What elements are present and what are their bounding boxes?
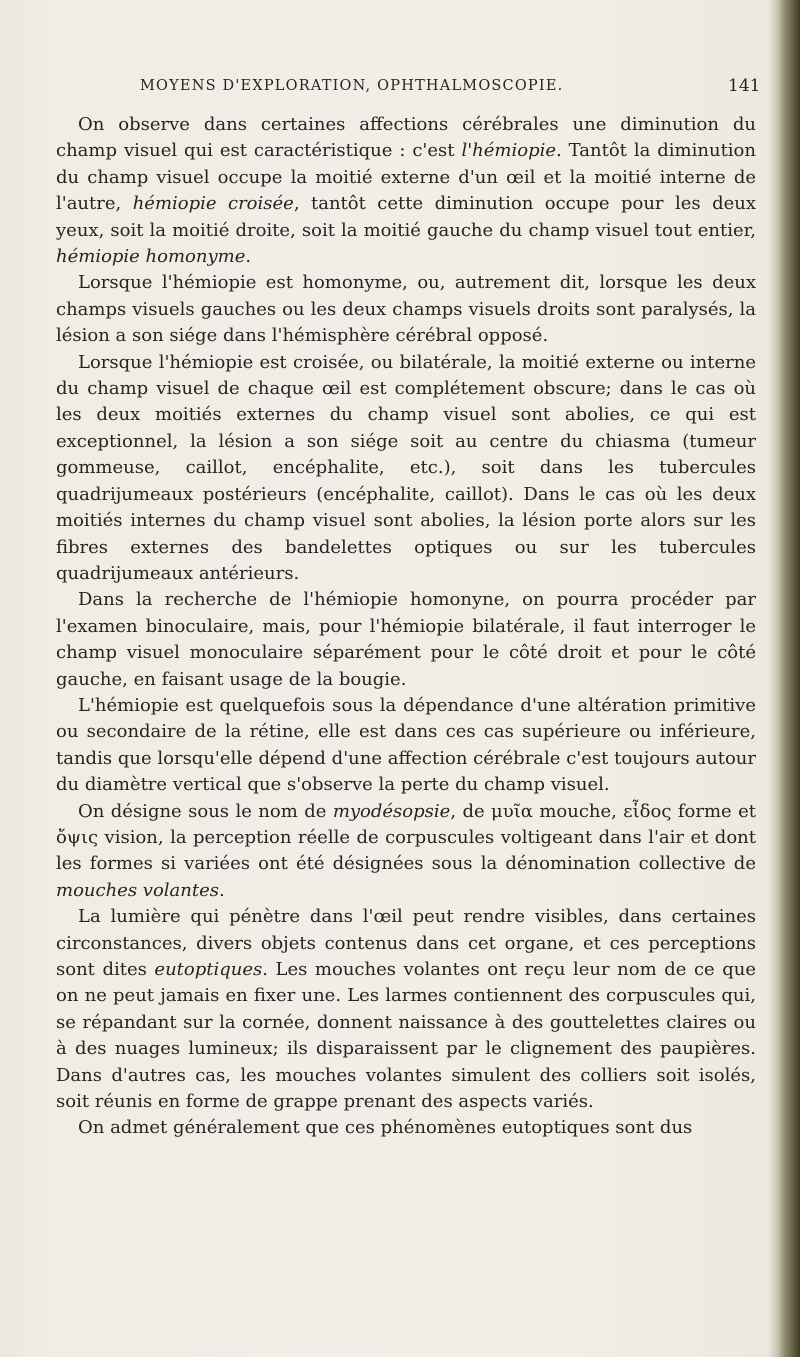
term-eutoptiques: eutoptiques xyxy=(154,959,263,980)
term-myodesopsie: myodésopsie xyxy=(332,800,451,822)
paragraph-conclusion: On admet généralement que ces phénomènes eutoptiques sont dus xyxy=(78,1117,693,1139)
book-binding-edge xyxy=(778,0,800,1357)
body-text xyxy=(56,112,756,1142)
term-hemiopie-homonyme: hémiopie homonyme xyxy=(56,246,246,268)
term-hemiopie-croisee: hémiopie croisée xyxy=(132,193,294,215)
binding-shadow xyxy=(768,0,778,1357)
paragraph-recherche: Dans la recherche de l'hémiopie homonyne, on pourra procéder par l'examen binoculaire, mais, pour l'hémiopie bilatérale, il faut interroger le champ visuel monoculaire séparément pour le côté droit et pour le côté gauche, en faisant usage de la bougie. xyxy=(56,589,756,690)
running-head: MOYENS D'EXPLORATION, OPHTHALMOSCOPIE. xyxy=(140,78,564,94)
paragraph-croisee: Lorsque l'hémiopie est croisée, ou bilatérale, la moitié externe ou interne du champ visuel de chaque œil est complétement obscure; dans le cas où les deux moitiés externes du champ visuel sont abolies, ce qui est exceptionnel, la lésion a son siége soit au centre du chiasma (tumeur gommeuse, caillot, encéphalite, etc.), soit dans les tubercules quadrijumeaux postérieurs (encéphalite, caillot). Dans le cas où les deux moitiés internes du champ visuel sont abolies, la lésion porte alors sur les fibres externes des bandelettes optiques ou sur les tubercules quadrijumeaux antérieurs. xyxy=(56,351,756,584)
paragraph-retine: L'hémiopie est quelquefois sous la dépendance d'une altération primitive ou secondaire de la rétine, elle est dans ces cas supérieure ou inférieure, tandis que lorsqu'elle dépend d'une affection cérébrale c'est toujours autour du diamètre vertical que s'observe la perte du champ visuel. xyxy=(56,694,756,796)
term-hemiopie: l'hémiopie xyxy=(461,140,556,162)
term-mouches-volantes: mouches volantes xyxy=(56,879,219,901)
paragraph-eutoptiques: La lumière qui pénètre dans l'œil peut rendre visibles, dans certaines circonstances, divers objets contenus dans cet organe, et ces perceptions sont dites eutoptiques. Les mouches volantes ont reçu leur nom de ce que on ne peut jamais en fixer une. Les larmes contiennent des corpuscules qui, se répandant sur la cornée, donnent naissance à des gouttelettes claires ou à des nuages lumineux; ils disparaissent par le clignement des paupières. Dans d'autres cas, les mouches volantes simulent des colliers soit isolés, soit réunis en forme de grappe prenant des aspects variés. xyxy=(56,906,756,1113)
paragraph-hemiopie-intro: On observe dans certaines affections cérébrales une diminution du champ visuel qui est caractéristique : c'est l'hémiopie. Tantôt la diminution du champ visuel occupe la moitié externe d'un œil et la moitié interne de l'autre, hémiopie croisée, tantôt cette diminution occupe pour les deux yeux, soit la moitié droite, soit la moitié gauche du champ visuel tout entier, hémiopie homonyme. xyxy=(56,114,756,268)
paragraph-myodesopsie: On désigne sous le nom de myodésopsie, de μυῖα mouche, εἶδος forme et ὄψις vision, la perception réelle de corpuscules voltigeant dans l'air et dont les formes si variées ont été désignées sous la dénomination collective de mouches volantes. xyxy=(56,800,756,901)
paragraph-homonyme: Lorsque l'hémiopie est homonyme, ou, autrement dit, lorsque les deux champs visuels gauches ou les deux champs visuels droits sont paralysés, la lésion a son siége dans l'hémisphère cérébral opposé. xyxy=(56,272,756,347)
page-number: 141 xyxy=(728,76,761,96)
